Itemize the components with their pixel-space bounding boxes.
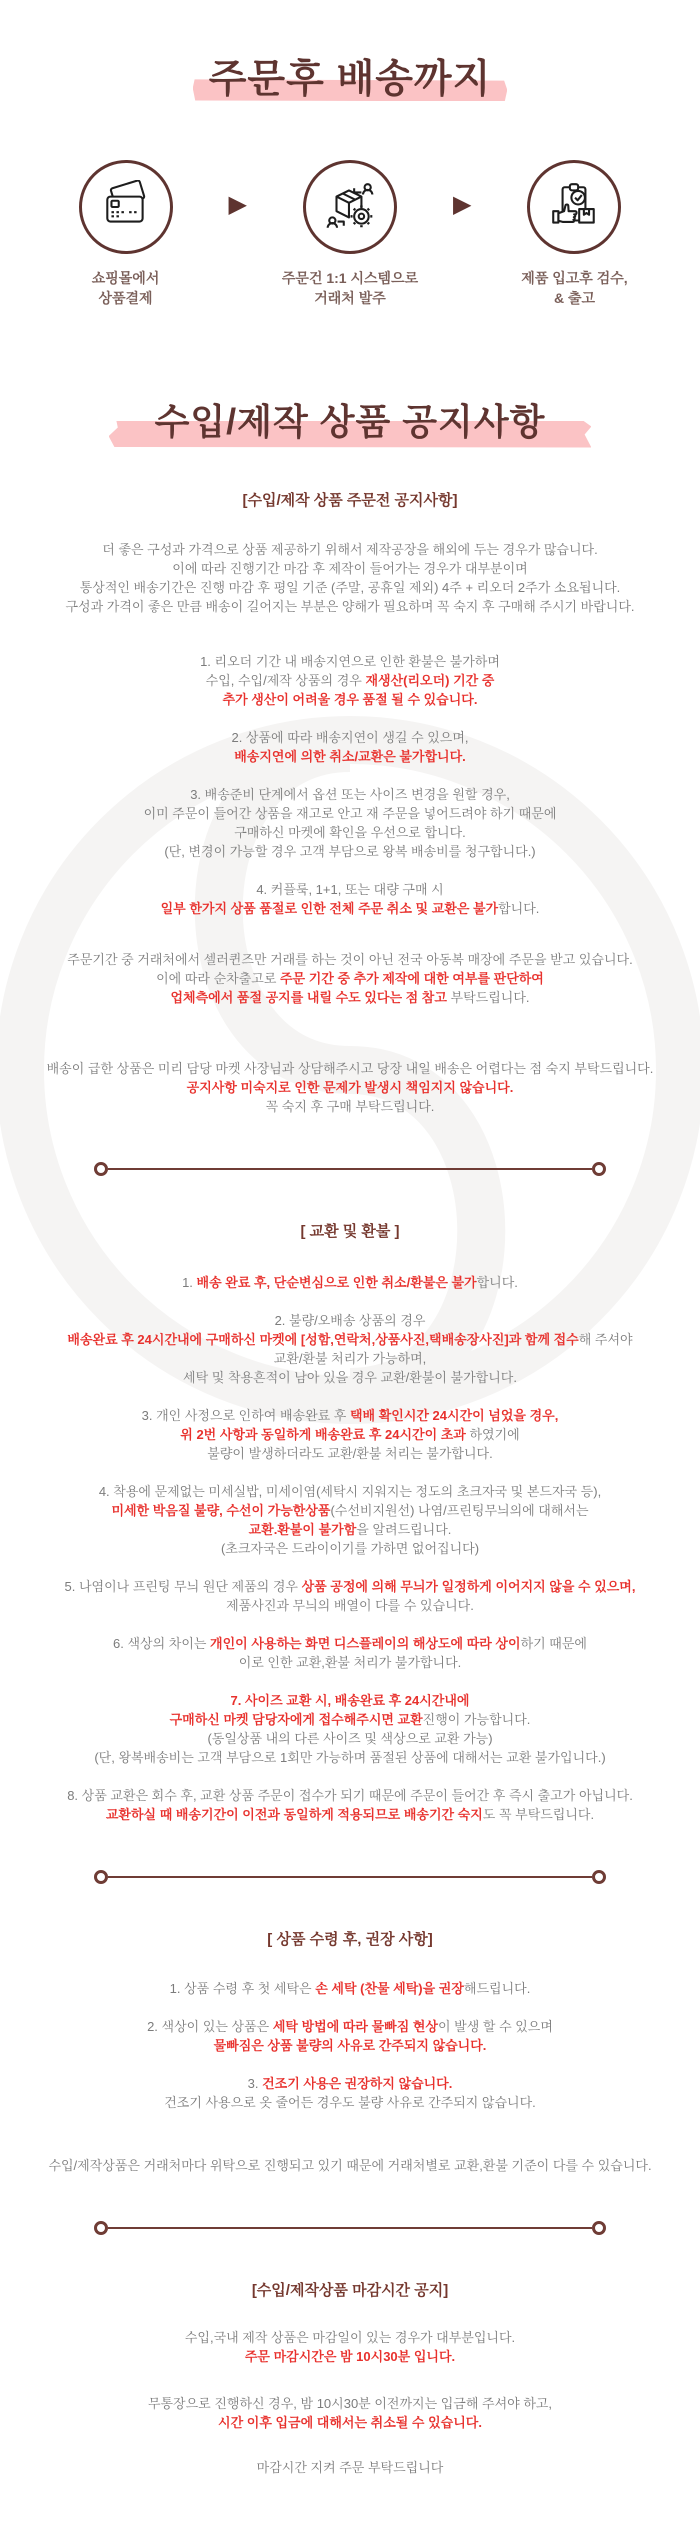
body-text: 4. 착용에 문제없는 미세실밥, 미세이염(세탁시 지워지는 정도의 초크자국 및 본드자국 등), [98,1484,602,1499]
section-divider [94,1162,606,1176]
hero-title-text: 주문후 배송까지 [208,58,492,101]
body-text: 구매하신 마켓에 확인을 우선으로 합니다. [234,825,466,840]
step-caption [92,268,160,308]
red-emphasis-text: 세탁 방법에 따라 물빠짐 현상 [272,2019,438,2034]
body-text: 제품사진과 무늬의 배열이 다를 수 있습니다. [226,1598,474,1613]
body-text: 합니다. [498,901,540,916]
red-emphasis-text: 7. 사이즈 교환 시, 배송완료 후 24시간내에 [230,1693,470,1708]
body-text: 8. 상품 교환은 회수 후, 교환 상품 주문이 접수가 되기 때문에 주문이 들어간 후 즉시 출고가 아닙니다. [67,1788,633,1803]
red-emphasis-text: 미세한 박음질 불량, 수선이 가능한상품 [111,1503,331,1518]
notice-block [20,2328,680,2366]
receiving-inspection-icon [547,180,601,234]
step-caption [282,268,418,308]
divider-endpoint-ring [94,1870,108,1884]
order-system-icon [323,180,377,234]
body-text: 수입/제작상품은 거래처마다 위탁으로 진행되고 있기 때문에 거래처별로 교환,환불 기준이 다를 수 있습니다. [48,2158,652,2173]
step-circle [303,160,397,254]
body-text: 5. 나염이나 프린팅 무늬 원단 제품의 경우 [64,1579,302,1594]
body-text: 수입,국내 제작 상품은 마감일이 있는 경우가 대부분입니다. [184,2330,516,2345]
body-text: 6. 색상의 차이는 [113,1636,211,1651]
step-caption [521,268,627,308]
hero-title [201,48,500,104]
body-text: 합니다. [476,1275,518,1290]
notice-block [20,652,680,709]
red-emphasis-text: 재생산(리오더) 기간 중 [365,673,495,688]
red-emphasis-text: 상품 공정에 의해 무늬가 일정하게 이어지지 않을 수 있으며, [301,1579,636,1594]
divider-endpoint-ring [592,2221,606,2235]
divider-endpoint-ring [592,1870,606,1884]
body-text: 이미 주문이 들어간 상품을 재고로 안고 재 주문을 넣어드려야 하기 때문에 [143,806,557,821]
body-text: 부탁드립니다. [450,990,530,1005]
notice-title [151,394,550,445]
notice-block [20,1577,680,1615]
notice-block [20,2394,680,2432]
step-caption-line2: 거래처 발주 [314,290,386,306]
divider-line [108,1876,592,1878]
section-divider [94,1870,606,1884]
body-text: 을 알려드립니다. [356,1522,452,1537]
body-text: (초크자국은 드라이이기를 가하면 없어집니다) [220,1541,480,1556]
section-header: [수입/제작 상품 주문전 공지사항] [242,492,458,509]
step-caption-line1: 제품 입고후 검수, [521,270,628,286]
body-text: 3. 배송준비 단계에서 옵션 또는 사이즈 변경을 원할 경우, [190,787,510,802]
red-emphasis-text: 주문 기간 중 추가 제작에 대한 여부를 판단하여 [279,971,544,986]
body-text: 4. 커플룩, 1+1, 또는 대량 구매 시 [256,882,444,897]
body-text: 1. 리오더 기간 내 배송지연으로 인한 환불은 불가하며 [200,654,500,669]
body-text: 마감시간 지켜 주문 부탁드립니다 [256,2460,444,2475]
body-text: (단, 변경이 가능할 경우 고객 부담으로 왕복 배송비를 청구합니다.) [164,844,536,859]
order-to-delivery-section [0,0,700,308]
body-text: 1. 상품 수령 후 첫 세탁은 [169,1981,316,1996]
red-emphasis-text: 일부 한가지 상품 품절로 인한 전체 주문 취소 및 교환은 불가 [160,901,499,916]
divider-line [108,1168,592,1170]
body-text: 통상적인 배송기간은 진행 마감 후 평일 기준 (주말, 공휴일 제외) 4주 + 리오더 2주가 소요됩니다. [79,580,621,595]
red-emphasis-text: 주문 마감시간은 밤 10시30분 입니다. [244,2349,456,2364]
notice-block [20,880,680,918]
notice-block [20,1786,680,1824]
notice-block [20,540,680,616]
body-text: 불량이 발생하더라도 교환/환불 처리는 불가합니다. [207,1446,493,1461]
divider-endpoint-ring [94,2221,108,2235]
body-text: 해 주셔야 [578,1332,633,1347]
body-text: 하였기에 [465,1427,520,1442]
notice-block [20,785,680,861]
notice-block [20,950,680,1007]
notice-title-text: 수입/제작 상품 공지사항 [154,401,546,442]
body-text: (동일상품 내의 다른 사이즈 및 색상으로 교환 가능) [207,1731,493,1746]
notice-block [20,1482,680,1558]
body-text: 더 좋은 구성과 가격으로 상품 제공하기 위해서 제작공장을 해외에 두는 경우가 많습니다. [102,542,598,557]
body-text: 이에 따라 진행기간 마감 후 제작이 들어가는 경우가 대부분이며 [172,561,528,576]
red-emphasis-text: 배송 완료 후, 단순변심으로 인한 취소/환불은 불가 [196,1275,477,1290]
divider-line [108,2227,592,2229]
red-emphasis-text: 구매하신 마켓 담당자에게 접수해주시면 교환 [169,1712,423,1727]
body-text: 꼭 숙지 후 구매 부탁드립니다. [265,1099,435,1114]
body-text: 건조기 사용으로 옷 줄어든 경우도 불량 사유로 간주되지 않습니다. [164,2095,536,2110]
notice-block [20,2017,680,2055]
arrow-right-icon: ▶ [228,191,247,218]
step-caption-line1: 쇼핑몰에서 [91,270,160,286]
step-circle [79,160,173,254]
red-emphasis-text: 배송완료 후 24시간내에 구매하신 마켓에 [성함,연락처,상품사진,택배송장사진]과 함께 접수 [67,1332,579,1347]
body-text: 하기 때문에 [520,1636,587,1651]
red-emphasis-text: 추가 생산이 어려울 경우 품절 될 수 있습니다. [222,692,478,707]
notice-block [20,1273,680,1292]
body-text: 2. 색상이 있는 상품은 [147,2019,273,2034]
red-emphasis-text: 시간 이후 입금에 대해서는 취소될 수 있습니다. [218,2415,482,2430]
notice-sections [20,489,680,2537]
body-text: 교환/환불 처리가 가능하며, [273,1351,427,1366]
red-emphasis-text: 교환하실 때 배송기간이 이전과 동일하게 적용되므로 배송기간 숙지 [105,1807,483,1822]
body-text: 2. 상품에 따라 배송지연이 생길 수 있으며, [231,730,469,745]
step-caption-line2: 상품결제 [98,290,153,306]
body-text: 진행이 가능합니다. [422,1712,531,1727]
body-text: 해드립니다. [463,1981,531,1996]
notice-block [20,2074,680,2112]
body-text: (단, 왕복배송비는 고객 부담으로 1회만 가능하며 품절된 상품에 대해서는 교환 불가입니다.) [94,1750,606,1765]
section-divider [94,2221,606,2235]
body-text: 이로 인한 교환,환불 처리가 불가합니다. [238,1655,462,1670]
hero-title-wrap [201,48,500,104]
body-text: 2. 불량/오배송 상품의 경우 [274,1313,426,1328]
red-emphasis-text: 교환.환불이 불가함 [248,1522,357,1537]
red-emphasis-text: 손 세탁 (찬물 세탁)을 권장 [315,1981,464,1996]
arrow-right-icon: ▶ [453,191,472,218]
red-emphasis-text: 개인이 사용하는 화면 디스플레이의 해상도에 따라 상이 [210,1636,521,1651]
step-caption-line2: & 출고 [553,290,595,306]
body-text: 3. [247,2076,263,2091]
step-payment [33,160,219,308]
body-text: (수선비지원선) 나염/프린팅무늬의에 대해서는 [330,1503,589,1518]
body-text: 세탁 및 착용흔적이 남아 있을 경우 교환/환불이 불가합니다. [183,1370,517,1385]
notice-block [20,1311,680,1387]
body-text: 구성과 가격이 좋은 만큼 배송이 길어지는 부분은 양해가 필요하며 꼭 숙지 후 구매해 주시기 바랍니다. [65,599,635,614]
red-emphasis-text: 업체측에서 품절 공지를 내릴 수도 있다는 점 참고 [170,990,451,1005]
body-text: 이에 따라 순차출고로 [156,971,280,986]
body-text: 주문기간 중 거래처에서 셀러퀸즈만 거래를 하는 것이 아닌 전국 아동복 매장에 주문을 받고 있습니다. [67,952,633,967]
notice-block [20,2156,680,2175]
body-text: 이 발생 할 수 있으며 [438,2019,553,2034]
notice-block [20,1691,680,1767]
red-emphasis-text: 배송지연에 의한 취소/교환은 불가합니다. [234,749,466,764]
red-emphasis-text: 위 2번 사항과 동일하게 배송완료 후 24시간이 초과 [180,1427,466,1442]
delivery-steps [0,160,700,308]
section-header: [ 교환 및 환불 ] [300,1223,400,1240]
red-emphasis-text: 택배 확인시간 24시간이 넘었을 경우, [349,1408,559,1423]
notice-block [20,1059,680,1116]
body-text: 수입, 수입/제작 상품의 경우 [205,673,366,688]
body-text: 1. [182,1275,197,1290]
divider-endpoint-ring [94,1162,108,1176]
notice-block [20,2458,680,2477]
step-order-system [257,160,443,308]
notice-block [20,1979,680,1998]
step-circle [527,160,621,254]
step-caption-line1: 주문건 1:1 시스템으로 [281,270,419,286]
notice-block [20,728,680,766]
red-emphasis-text: 물빠짐은 상품 불량의 사유로 간주되지 않습니다. [213,2038,487,2053]
notice-block [20,1406,680,1463]
body-text: 3. 개인 사정으로 인하여 배송완료 후 [141,1408,350,1423]
notice-block [20,1634,680,1672]
body-text: 도 꼭 부탁드립니다. [482,1807,595,1822]
divider-endpoint-ring [592,1162,606,1176]
credit-card-icon [99,180,153,234]
notice-title-row [0,394,700,445]
body-text: 배송이 급한 상품은 미리 담당 마켓 사장님과 상담해주시고 당장 내일 배송은 어렵다는 점 숙지 부탁드립니다. [46,1061,654,1076]
section-header: [ 상품 수령 후, 권장 사항] [267,1931,433,1948]
red-emphasis-text: 건조기 사용은 권장하지 않습니다. [262,2076,453,2091]
section-header: [수입/제작상품 마감시간 공지] [251,2282,449,2299]
step-inspection-shipping [481,160,667,308]
red-emphasis-text: 공지사항 미숙지로 인한 문제가 발생시 책임지지 않습니다. [186,1080,514,1095]
body-text: 무통장으로 진행하신 경우, 밤 10시30분 이전까지는 입금해 주셔야 하고, [147,2396,553,2411]
